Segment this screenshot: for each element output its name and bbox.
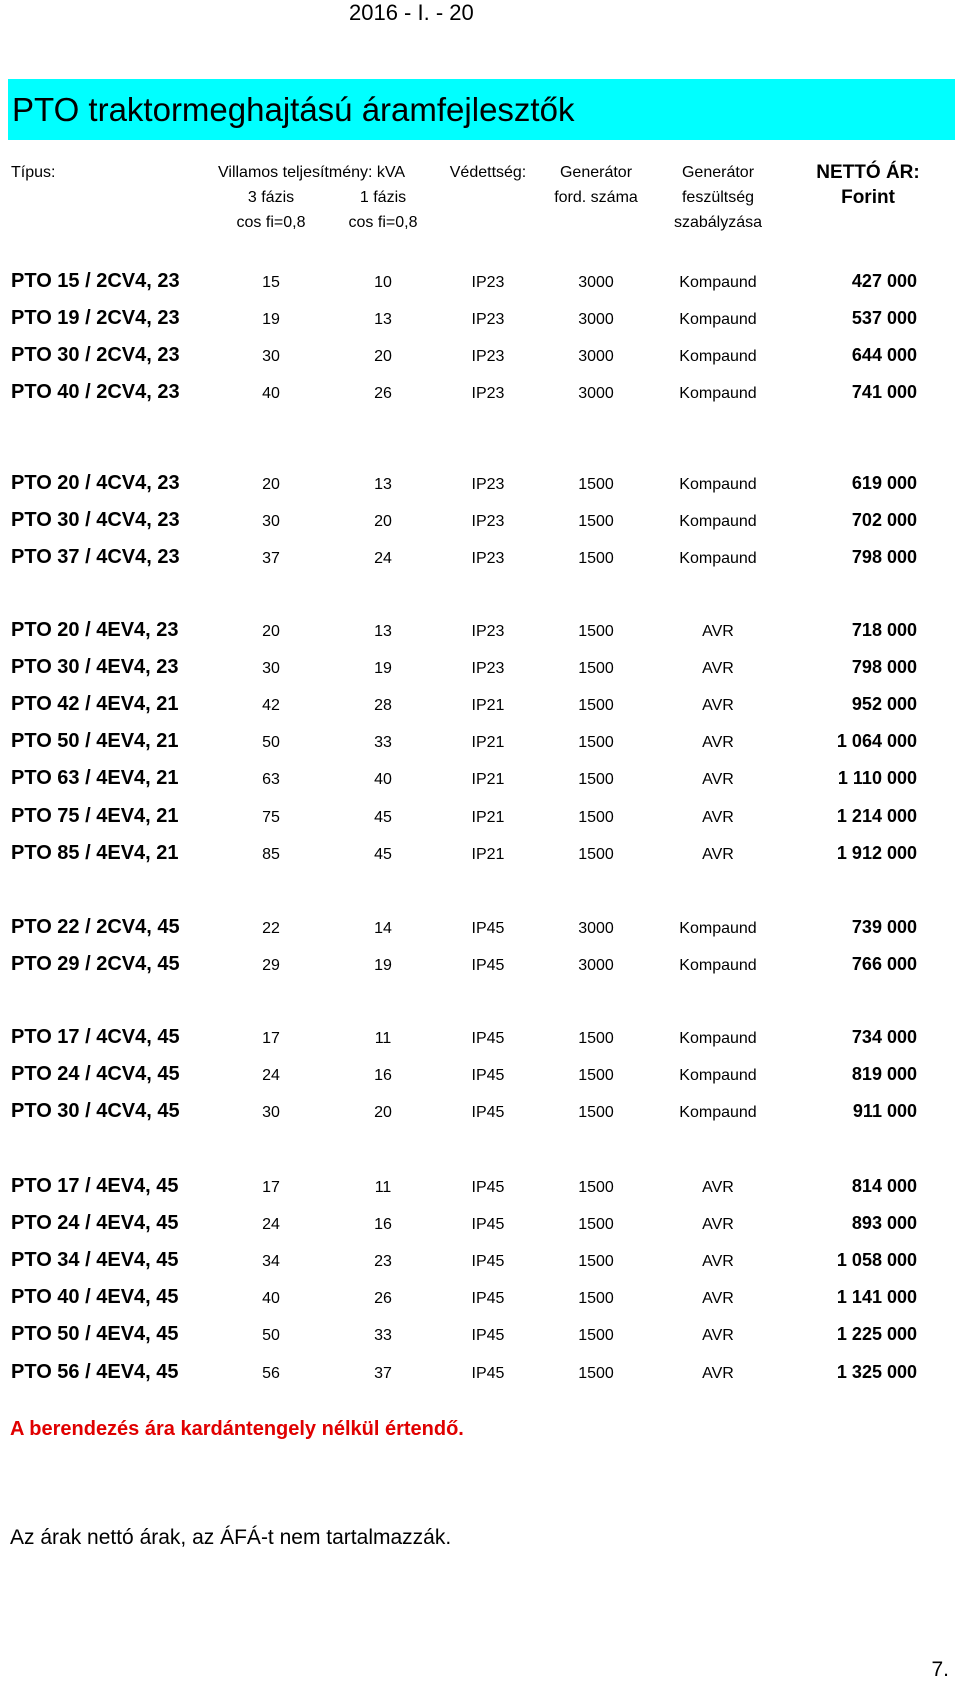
table-row [0,542,960,572]
regulation-cell: AVR [702,809,734,826]
power-3phase-cell: 29 [262,957,280,974]
col-header-price-currency: Forint [841,187,895,208]
power-3phase-cell: 24 [262,1067,280,1084]
model-cell: PTO 15 / 2CV4, 23 [11,270,180,292]
table-row [0,340,960,370]
rpm-cell: 1500 [578,623,614,640]
rpm-cell: 1500 [578,1327,614,1344]
power-3phase-cell: 50 [262,734,280,751]
rpm-cell: 3000 [578,957,614,974]
rpm-cell: 1500 [578,809,614,826]
price-cell: 1 214 000 [836,806,917,826]
regulation-cell: AVR [702,697,734,714]
power-3phase-cell: 40 [262,1290,280,1307]
rpm-cell: 1500 [578,1253,614,1270]
model-cell: PTO 22 / 2CV4, 45 [11,916,180,938]
price-cell: 819 000 [851,1064,917,1084]
col-header-rpm: Generátor [559,164,633,181]
power-1phase-cell: 19 [374,957,392,974]
model-cell: PTO 40 / 2CV4, 23 [11,381,180,403]
protection-cell: IP45 [471,1104,505,1121]
warning-note: A berendezés ára kardántengely nélkül értendő. [10,1418,464,1440]
protection-cell: IP21 [471,697,505,714]
regulation-cell: AVR [702,1327,734,1344]
power-3phase-cell: 56 [262,1365,280,1382]
rpm-cell: 1500 [578,1067,614,1084]
col-header-power: Villamos teljesítmény: kVA [218,164,406,181]
regulation-cell: Kompaund [679,550,757,567]
model-cell: PTO 30 / 4CV4, 45 [11,1100,180,1122]
power-3phase-cell: 24 [262,1216,280,1233]
rpm-cell: 3000 [578,920,614,937]
regulation-cell: AVR [702,1290,734,1307]
rpm-cell: 1500 [578,697,614,714]
col-header-rpm-sub: ford. száma [554,189,638,206]
col-header-power-3phase-cosfi: cos fi=0,8 [236,214,306,231]
model-cell: PTO 50 / 4EV4, 45 [11,1323,179,1345]
page-number: 7. [931,1658,949,1681]
power-1phase-cell: 13 [374,623,392,640]
table-row [0,1357,960,1387]
power-1phase-cell: 16 [374,1067,392,1084]
power-1phase-cell: 13 [374,311,392,328]
protection-cell: IP45 [471,957,505,974]
protection-cell: IP21 [471,734,505,751]
protection-cell: IP45 [471,920,505,937]
protection-cell: IP21 [471,809,505,826]
protection-cell: IP23 [471,385,505,402]
price-cell: 798 000 [851,657,917,677]
power-3phase-cell: 17 [262,1030,280,1047]
power-1phase-cell: 37 [374,1365,392,1382]
model-cell: PTO 30 / 4CV4, 23 [11,509,180,531]
power-1phase-cell: 11 [374,1179,392,1196]
rpm-cell: 3000 [578,385,614,402]
table-row [0,468,960,498]
price-cell: 619 000 [851,473,917,493]
regulation-cell: Kompaund [679,348,757,365]
model-cell: PTO 37 / 4CV4, 23 [11,546,180,568]
table-row [0,303,960,333]
power-1phase-cell: 11 [374,1030,392,1047]
regulation-cell: Kompaund [679,385,757,402]
col-header-power-1phase: 1 fázis [359,189,407,206]
col-header-type: Típus: [11,164,56,181]
price-cell: 1 064 000 [836,731,917,751]
rpm-cell: 3000 [578,311,614,328]
price-cell: 644 000 [851,345,917,365]
power-1phase-cell: 20 [374,513,392,530]
price-cell: 893 000 [851,1213,917,1233]
regulation-cell: Kompaund [679,274,757,291]
power-1phase-cell: 26 [374,1290,392,1307]
power-1phase-cell: 20 [374,348,392,365]
price-cell: 1 225 000 [836,1324,917,1344]
price-cell: 814 000 [851,1176,917,1196]
power-1phase-cell: 24 [374,550,392,567]
protection-cell: IP23 [471,274,505,291]
vat-note: Az árak nettó árak, az ÁFÁ-t nem tartalmazzák. [10,1526,452,1549]
model-cell: PTO 30 / 4EV4, 23 [11,656,179,678]
table-row [0,1171,960,1201]
protection-cell: IP23 [471,623,505,640]
col-header-regulation-sub2: szabályzása [673,214,763,231]
power-3phase-cell: 20 [262,623,280,640]
regulation-cell: AVR [702,771,734,788]
price-cell: 952 000 [851,694,917,714]
model-cell: PTO 50 / 4EV4, 21 [11,730,179,752]
model-cell: PTO 17 / 4CV4, 45 [11,1026,180,1048]
power-1phase-cell: 14 [374,920,392,937]
power-3phase-cell: 15 [262,274,280,291]
table-row [0,652,960,682]
price-cell: 1 141 000 [836,1287,917,1307]
regulation-cell: Kompaund [679,1104,757,1121]
price-cell: 537 000 [851,308,917,328]
regulation-cell: AVR [702,1216,734,1233]
power-3phase-cell: 75 [262,809,280,826]
model-cell: PTO 24 / 4EV4, 45 [11,1212,179,1234]
table-row [0,1022,960,1052]
document-date: 2016 - I. - 20 [349,0,474,25]
protection-cell: IP45 [471,1253,505,1270]
model-cell: PTO 63 / 4EV4, 21 [11,767,179,789]
model-cell: PTO 17 / 4EV4, 45 [11,1175,179,1197]
power-1phase-cell: 23 [374,1253,392,1270]
power-1phase-cell: 28 [374,697,392,714]
regulation-cell: Kompaund [679,957,757,974]
regulation-cell: AVR [702,846,734,863]
price-cell: 427 000 [851,271,917,291]
protection-cell: IP45 [471,1290,505,1307]
price-cell: 739 000 [851,917,917,937]
regulation-cell: AVR [702,623,734,640]
table-row [0,505,960,535]
model-cell: PTO 20 / 4EV4, 23 [11,619,179,641]
price-cell: 1 110 000 [837,768,917,788]
power-1phase-cell: 13 [374,476,392,493]
power-3phase-cell: 20 [262,476,280,493]
table-row [0,912,960,942]
power-1phase-cell: 19 [374,660,392,677]
protection-cell: IP23 [471,660,505,677]
protection-cell: IP23 [471,550,505,567]
table-row [0,949,960,979]
price-cell: 734 000 [851,1027,917,1047]
regulation-cell: AVR [702,734,734,751]
rpm-cell: 1500 [578,1104,614,1121]
rpm-cell: 1500 [578,1030,614,1047]
model-cell: PTO 19 / 2CV4, 23 [11,307,180,329]
table-row [0,1245,960,1275]
power-3phase-cell: 40 [262,385,280,402]
rpm-cell: 1500 [578,476,614,493]
table-row [0,377,960,407]
protection-cell: IP45 [471,1216,505,1233]
power-3phase-cell: 19 [262,311,280,328]
regulation-cell: Kompaund [679,311,757,328]
table-row [0,1208,960,1238]
protection-cell: IP23 [471,476,505,493]
col-header-protection: Védettség: [449,164,527,181]
rpm-cell: 1500 [578,550,614,567]
page-title: PTO traktormeghajtású áramfejlesztők [8,79,955,140]
table-row [0,838,960,868]
power-3phase-cell: 50 [262,1327,280,1344]
regulation-cell: Kompaund [679,476,757,493]
table-row [0,763,960,793]
price-cell: 1 058 000 [836,1250,917,1270]
protection-cell: IP23 [471,513,505,530]
col-header-power-1phase-cosfi: cos fi=0,8 [348,214,418,231]
power-1phase-cell: 33 [374,1327,392,1344]
model-cell: PTO 56 / 4EV4, 45 [11,1361,179,1383]
power-3phase-cell: 30 [262,348,280,365]
power-3phase-cell: 17 [262,1179,280,1196]
regulation-cell: AVR [702,1253,734,1270]
rpm-cell: 1500 [578,1290,614,1307]
regulation-cell: Kompaund [679,1030,757,1047]
table-row [0,1319,960,1349]
rpm-cell: 1500 [578,771,614,788]
price-cell: 702 000 [851,510,917,530]
rpm-cell: 1500 [578,734,614,751]
power-3phase-cell: 30 [262,513,280,530]
model-cell: PTO 30 / 2CV4, 23 [11,344,180,366]
col-header-regulation-sub1: feszültség [681,189,755,206]
col-header-price: NETTÓ ÁR: [816,162,920,183]
power-1phase-cell: 20 [374,1104,392,1121]
power-3phase-cell: 30 [262,1104,280,1121]
price-cell: 718 000 [851,620,917,640]
regulation-cell: AVR [702,1365,734,1382]
price-cell: 766 000 [851,954,917,974]
protection-cell: IP45 [471,1030,505,1047]
power-1phase-cell: 40 [374,771,392,788]
table-row [0,266,960,296]
rpm-cell: 1500 [578,513,614,530]
col-header-power-3phase: 3 fázis [247,189,295,206]
col-header-regulation: Generátor [681,164,755,181]
power-1phase-cell: 45 [374,809,392,826]
table-row [0,1059,960,1089]
regulation-cell: Kompaund [679,1067,757,1084]
table-row [0,1096,960,1126]
rpm-cell: 3000 [578,274,614,291]
power-1phase-cell: 33 [374,734,392,751]
model-cell: PTO 85 / 4EV4, 21 [11,842,179,864]
price-cell: 798 000 [851,547,917,567]
table-row [0,689,960,719]
protection-cell: IP21 [471,846,505,863]
rpm-cell: 1500 [578,846,614,863]
power-1phase-cell: 26 [374,385,392,402]
price-cell: 1 325 000 [836,1362,917,1382]
power-3phase-cell: 37 [262,550,280,567]
regulation-cell: AVR [702,1179,734,1196]
power-3phase-cell: 34 [262,1253,280,1270]
protection-cell: IP45 [471,1327,505,1344]
power-1phase-cell: 10 [374,274,392,291]
model-cell: PTO 40 / 4EV4, 45 [11,1286,179,1308]
price-cell: 1 912 000 [836,843,917,863]
price-cell: 911 000 [852,1101,917,1121]
regulation-cell: Kompaund [679,920,757,937]
protection-cell: IP21 [471,771,505,788]
power-3phase-cell: 42 [262,697,280,714]
table-row [0,726,960,756]
price-cell: 741 000 [851,382,917,402]
protection-cell: IP45 [471,1067,505,1084]
table-row [0,615,960,645]
power-3phase-cell: 30 [262,660,280,677]
table-row [0,801,960,831]
protection-cell: IP23 [471,348,505,365]
table-row [0,1282,960,1312]
rpm-cell: 1500 [578,1365,614,1382]
model-cell: PTO 42 / 4EV4, 21 [11,693,179,715]
regulation-cell: AVR [702,660,734,677]
power-1phase-cell: 16 [374,1216,392,1233]
power-3phase-cell: 63 [262,771,280,788]
power-1phase-cell: 45 [374,846,392,863]
rpm-cell: 1500 [578,1179,614,1196]
model-cell: PTO 34 / 4EV4, 45 [11,1249,179,1271]
rpm-cell: 3000 [578,348,614,365]
rpm-cell: 1500 [578,1216,614,1233]
rpm-cell: 1500 [578,660,614,677]
model-cell: PTO 24 / 4CV4, 45 [11,1063,180,1085]
protection-cell: IP45 [471,1365,505,1382]
power-3phase-cell: 22 [262,920,280,937]
model-cell: PTO 20 / 4CV4, 23 [11,472,180,494]
regulation-cell: Kompaund [679,513,757,530]
model-cell: PTO 29 / 2CV4, 45 [11,953,180,975]
protection-cell: IP23 [471,311,505,328]
protection-cell: IP45 [471,1179,505,1196]
power-3phase-cell: 85 [262,846,280,863]
model-cell: PTO 75 / 4EV4, 21 [11,805,179,827]
